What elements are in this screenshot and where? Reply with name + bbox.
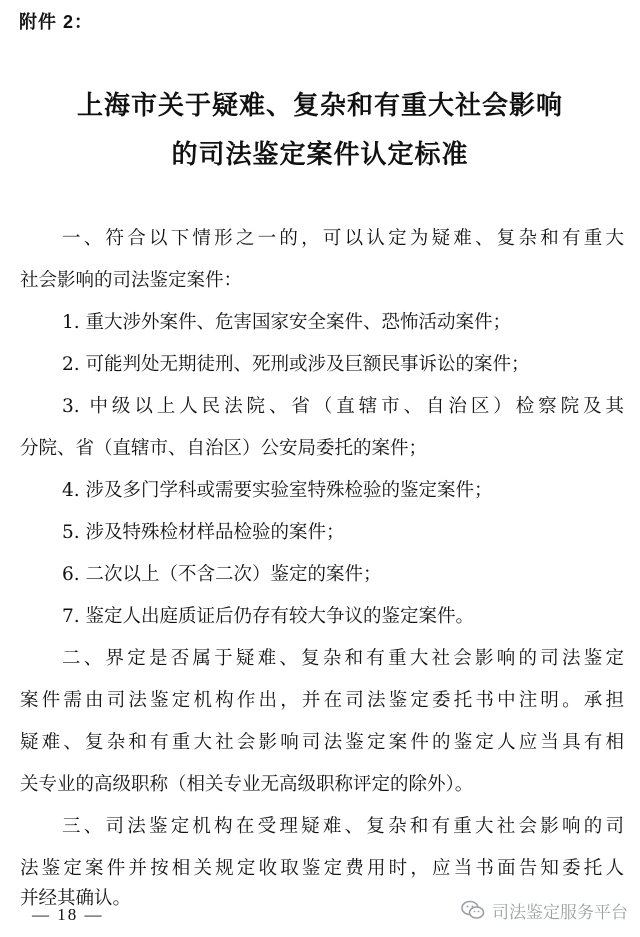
item-6: 6. 二次以上（不含二次）鉴定的案件； [62, 564, 382, 585]
section-3-line-2: 法鉴定案件并按相关规定收取鉴定费用时，应当书面告知委托人 [20, 858, 624, 879]
watermark-text: 司法鉴定服务平台 [492, 902, 628, 923]
section-2-line-4: 关专业的高级职称（相关专业无高级职称评定的除外）。 [20, 774, 474, 795]
item-7: 7. 鉴定人出庭质证后仍存有较大争议的鉴定案件。 [62, 606, 475, 627]
section-2-line-2: 案件需由司法鉴定机构作出，并在司法鉴定委托书中注明。承担 [20, 690, 624, 711]
page-number: — 18 — [32, 905, 104, 924]
section-1-intro-line-2: 社会影响的司法鉴定案件： [20, 270, 243, 291]
document-title-line-2: 的司法鉴定案件认定标准 [171, 140, 469, 170]
item-3-line-1: 3. 中级以上人民法院、省（直辖市、自治区）检察院及其 [62, 396, 624, 417]
item-3-line-2: 分院、省（直辖市、自治区）公安局委托的案件； [20, 438, 428, 459]
item-1: 1. 重大涉外案件、危害国家安全案件、恐怖活动案件； [62, 312, 512, 333]
item-5: 5. 涉及特殊检材样品检验的案件； [62, 522, 345, 543]
item-2: 2. 可能判处无期徒刑、死刑或涉及巨额民事诉讼的案件； [62, 354, 530, 375]
wechat-icon [460, 897, 486, 923]
section-2-line-3: 疑难、复杂和有重大社会影响司法鉴定案件的鉴定人应当具有相 [20, 732, 624, 753]
section-1-intro-line-1: 一、符合以下情形之一的，可以认定为疑难、复杂和有重大 [62, 228, 624, 249]
section-3-line-1: 三、司法鉴定机构在受理疑难、复杂和有重大社会影响的司 [62, 816, 624, 837]
item-4: 4. 涉及多门学科或需要实验室特殊检验的鉴定案件； [62, 480, 493, 501]
attachment-label: 附件 2： [19, 12, 94, 32]
section-2-line-1: 二、界定是否属于疑难、复杂和有重大社会影响的司法鉴定 [62, 648, 624, 669]
section-3-line-3: 并经其确认。 [20, 888, 132, 909]
watermark [460, 897, 628, 923]
document-title-line-1: 上海市关于疑难、复杂和有重大社会影响 [76, 91, 563, 121]
